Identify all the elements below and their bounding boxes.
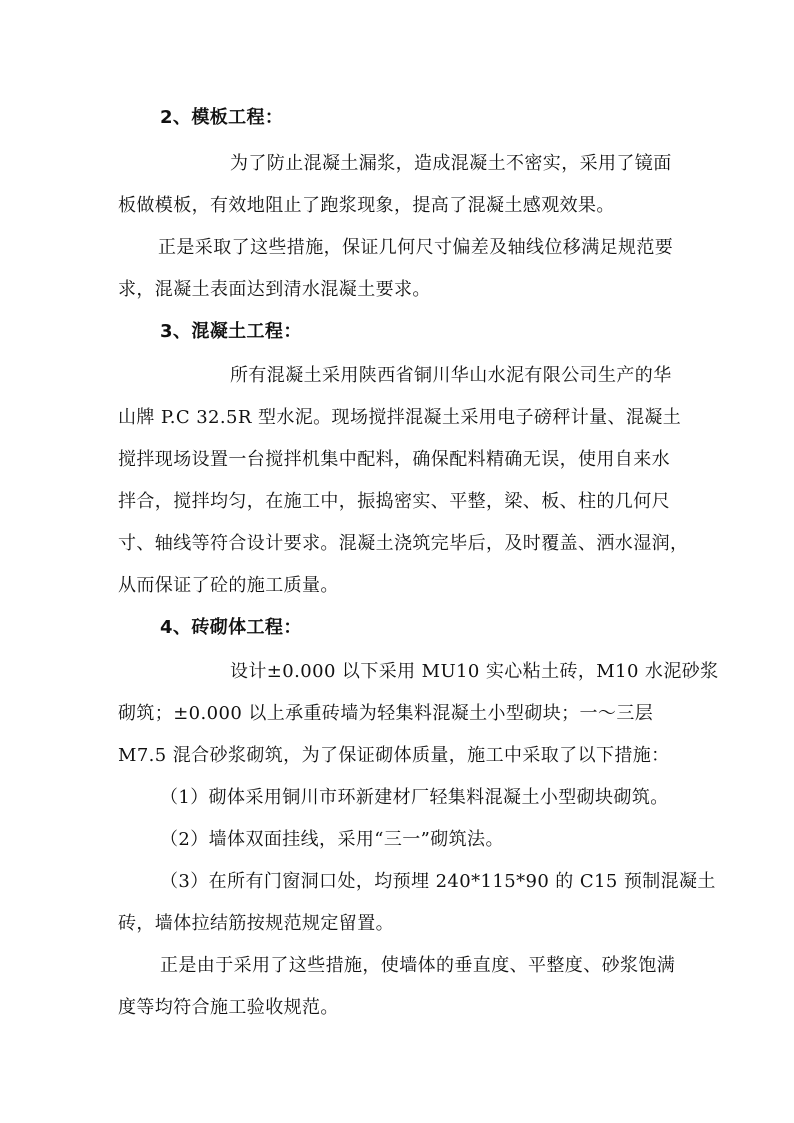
section-heading-formwork: 2、模板工程：: [160, 107, 284, 128]
list-item-3: （3）在所有门窗洞口处，均预埋 240*115*90 的 C15 预制混凝土: [160, 871, 716, 892]
paragraph-line: 所有混凝土采用陕西省铜川华山水泥有限公司生产的华: [230, 365, 672, 386]
section-heading-concrete: 3、混凝土工程：: [160, 321, 302, 342]
list-item-2: （2）墙体双面挂线，采用“三一”砌筑法。: [160, 829, 504, 850]
paragraph-line: 为了防止混凝土漏浆，造成混凝土不密实，采用了镜面: [230, 153, 672, 174]
paragraph-line: 设计±0.000 以下采用 MU10 实心粘土砖，M10 水泥砂浆: [230, 661, 719, 682]
paragraph-line: 求，混凝土表面达到清水混凝土要求。: [118, 279, 431, 300]
paragraph-line: M7.5 混合砂浆砌筑，为了保证砌体质量，施工中采取了以下措施：: [118, 745, 670, 766]
paragraph-line: 山牌 P.C 32.5R 型水泥。现场搅拌混凝土采用电子磅秤计量、混凝土: [118, 407, 682, 428]
paragraph-line: 从而保证了砼的施工质量。: [118, 575, 339, 596]
list-item-1: （1）砌体采用铜川市环新建材厂轻集料混凝土小型砌块砌筑。: [160, 787, 669, 808]
paragraph-line: 正是由于采用了这些措施，使墙体的垂直度、平整度、砂浆饱满: [160, 955, 676, 976]
paragraph-line: 板做模板，有效地阻止了跑浆现象，提高了混凝土感观效果。: [118, 195, 615, 216]
paragraph-line: 砖，墙体拉结筋按规范规定留置。: [118, 913, 394, 934]
paragraph-line: 搅拌现场设置一台搅拌机集中配料，确保配料精确无误，使用自来水: [118, 449, 670, 470]
paragraph-line: 拌合，搅拌均匀，在施工中，振捣密实、平整，梁、板、柱的几何尺: [118, 491, 670, 512]
paragraph-line: 砌筑；±0.000 以上承重砖墙为轻集料混凝土小型砌块；一～三层: [118, 703, 654, 724]
paragraph-line: 正是采取了这些措施，保证几何尺寸偏差及轴线位移满足规范要: [158, 237, 674, 258]
paragraph-line: 寸、轴线等符合设计要求。混凝土浇筑完毕后，及时覆盖、洒水湿润，: [118, 533, 689, 554]
section-heading-masonry: 4、砖砌体工程：: [160, 617, 302, 638]
paragraph-line: 度等均符合施工验收规范。: [118, 997, 339, 1018]
